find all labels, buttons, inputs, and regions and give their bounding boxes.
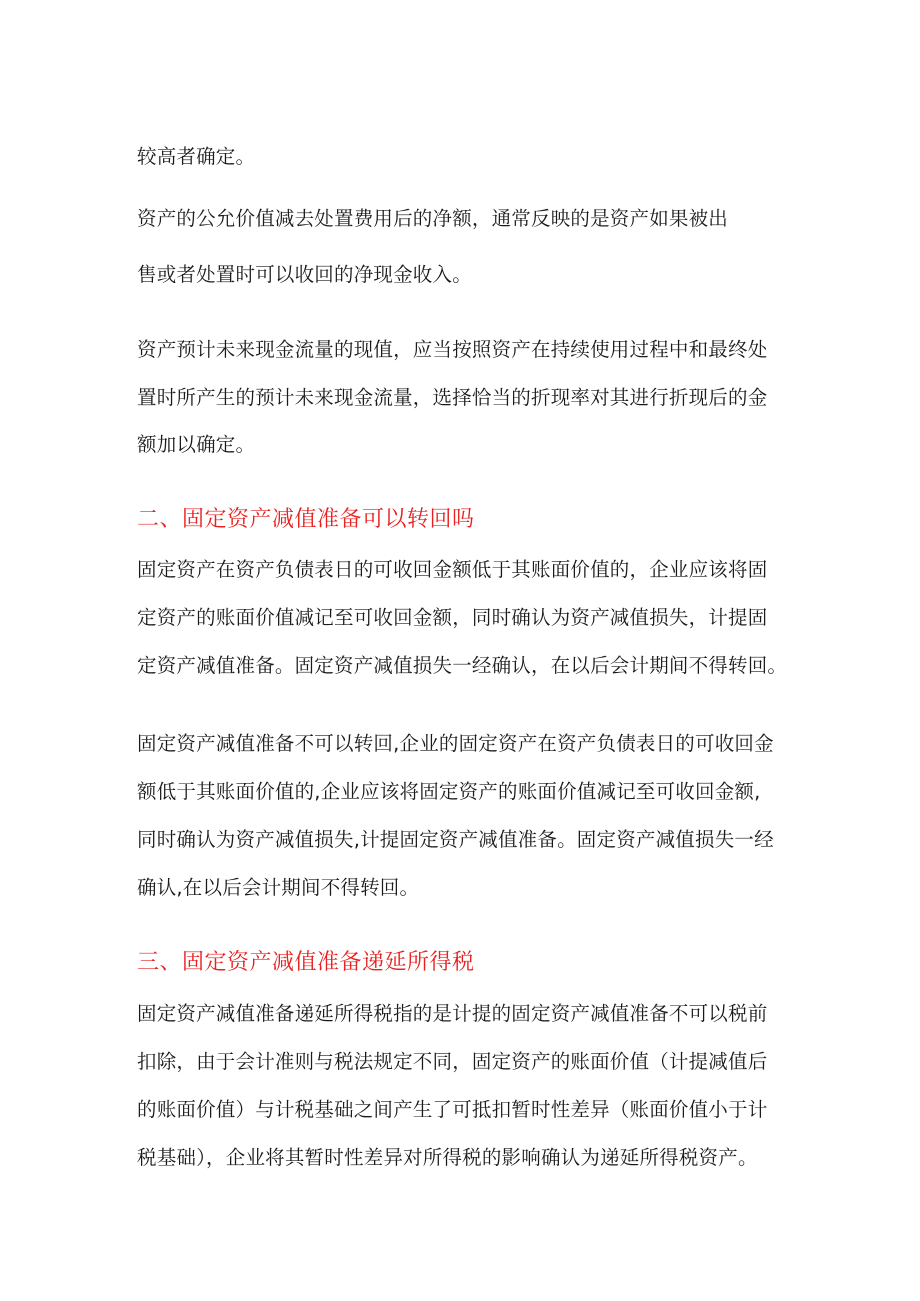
section3-para1-line-2: 扣除，由于会计准则与税法规定不同，固定资产的账面价值（计提减值后 (137, 1050, 768, 1073)
intro-para2-line-1: 资产的公允价值减去处置费用后的净额，通常反映的是资产如果被出 (137, 207, 729, 230)
section3-heading: 三、固定资产减值准备递延所得税 (137, 950, 475, 975)
section2-para1-line-3: 定资产减值准备。固定资产减值损失一经确认，在以后会计期间不得转回。 (137, 654, 788, 677)
intro-para3-line-2: 置时所产生的预计未来现金流量，选择恰当的折现率对其进行折现后的金 (137, 386, 768, 409)
section2-para1-line-2: 定资产的账面价值减记至可收回金额，同时确认为资产减值损失，计提固 (137, 606, 768, 629)
section3-para1-line-1: 固定资产减值准备递延所得税指的是计提的固定资产减值准备不可以税前 (137, 1002, 768, 1025)
section2-heading: 二、固定资产减值准备可以转回吗 (137, 507, 475, 532)
intro-para2-line-2: 售或者处置时可以收回的净现金收入。 (137, 263, 472, 286)
intro-line-1: 较高者确定。 (137, 145, 256, 168)
intro-para3-line-1: 资产预计未来现金流量的现值，应当按照资产在持续使用过程中和最终处 (137, 338, 768, 361)
section3-para1-line-3: 的账面价值）与计税基础之间产生了可抵扣暂时性差异（账面价值小于计 (137, 1098, 768, 1121)
intro-para3-line-3: 额加以确定。 (137, 433, 256, 456)
section2-para2-line-4: 确认,在以后会计期间不得转回。 (137, 876, 420, 899)
section2-para2-line-1: 固定资产减值准备不可以转回,企业的固定资产在资产负债表日的可收回金 (137, 732, 774, 755)
section3-para1-line-4: 税基础），企业将其暂时性差异对所得税的影响确认为递延所得税资产。 (137, 1146, 758, 1169)
section2-para2-line-3: 同时确认为资产减值损失,计提固定资产减值准备。固定资产减值损失一经 (137, 828, 774, 851)
section2-para1-line-1: 固定资产在资产负债表日的可收回金额低于其账面价值的，企业应该将固 (137, 558, 768, 581)
section2-para2-line-2: 额低于其账面价值的,企业应该将固定资产的账面价值减记至可收回金额, (137, 780, 761, 803)
